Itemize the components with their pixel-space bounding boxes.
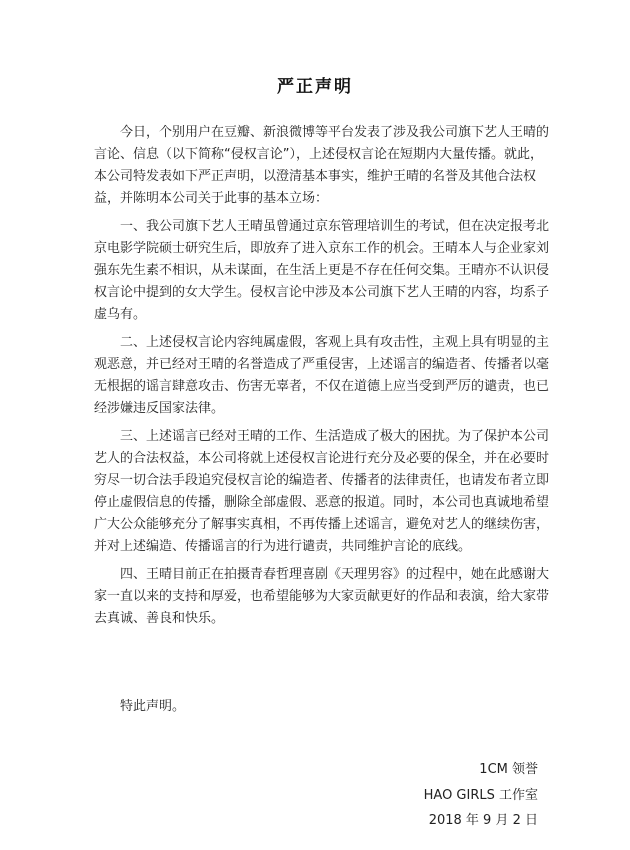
signature-studio: HAO GIRLS 工作室 [423, 788, 538, 803]
statement-body [94, 122, 549, 630]
paragraph-point-2: 二、上述侵权言论内容纯属虚假，客观上具有攻击性，主观上具有明显的主观恶意，并已经对王晴的名誉造成了严重侵害，上述谣言的编造者、传播者以毫无根据的谣言肆意攻击、伤害无辜者，不仅在道德上应当受到严厉的谴责，也已经涉嫌违反国家法律。 [94, 335, 550, 416]
paragraph-point-3: 三、上述谣言已经对王晴的工作、生活造成了极大的困扰。为了保护本公司艺人的合法权益，本公司将就上述侵权言论进行充分及必要的保全，并在必要时穷尽一切合法手段追究侵权言论的编造者、传播者的法律责任，也请发布者立即停止虚假信息的传播，删除全部虚假、恶意的报道。同时，本公司也真诚地希望广大公众能够充分了解事实真相，不再传播上述谣言，避免对艺人的继续伤害，并对上述编造、传播谣言的行为进行谴责，共同维护言论的底线。 [94, 429, 550, 554]
closing-line: 特此声明。 [120, 699, 186, 714]
paragraph-intro: 今日，个别用户在豆瓣、新浪微博等平台发表了涉及我公司旗下艺人王晴的言论、信息（以下简称“侵权言论”），上述侵权言论在短期内大量传播。就此，本公司特发表如下严正声明，以澄清基本事实，维护王晴的名誉及其他合法权益，并陈明本公司关于此事的基本立场： [94, 125, 550, 206]
paragraph-point-1: 一、我公司旗下艺人王晴虽曾通过京东管理培训生的考试，但在决定报考北京电影学院硕士研究生后，即放弃了进入京东工作的机会。王晴本人与企业家刘强东先生素不相识，从未谋面，在生活上更是不存在任何交集。王晴亦不认识侵权言论中提到的女大学生。侵权言论中涉及本公司旗下艺人王晴的内容，均系子虚乌有。 [94, 219, 550, 322]
paragraph-point-4: 四、王晴目前正在拍摄青春哲理喜剧《天理男容》的过程中，她在此感谢大家一直以来的支持和厚爱，也希望能够为大家贡献更好的作品和表演，给大家带去真诚、善良和快乐。 [94, 567, 550, 626]
statement-title: 严正声明 [277, 77, 353, 97]
signature-date: 2018 年 9 月 2 日 [428, 813, 538, 828]
signature-company: 1CM 领誉 [479, 762, 538, 777]
